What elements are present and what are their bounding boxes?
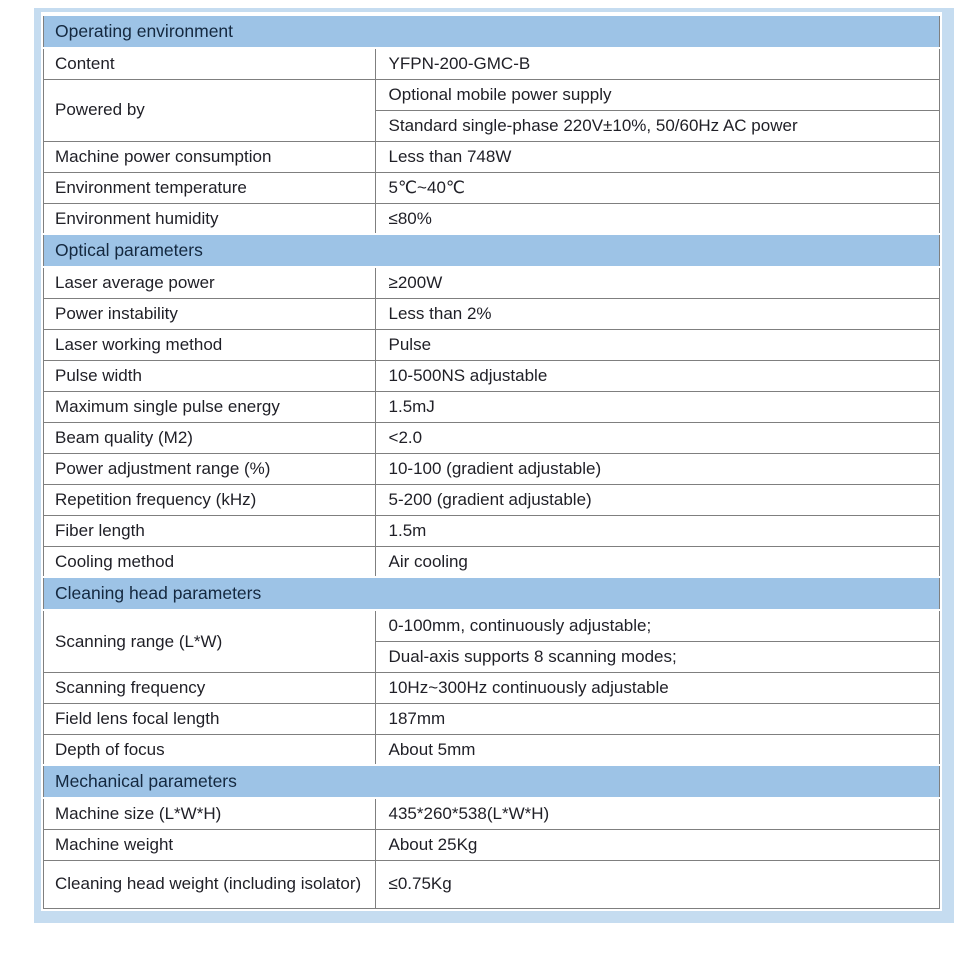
row-value-pulse-width: 10-500NS adjustable [375,360,939,391]
row-label-depth-of-focus: Depth of focus [44,734,376,765]
row-label-power-consumption: Machine power consumption [44,141,376,172]
row-label-laser-working-method: Laser working method [44,329,376,360]
row-value-scanning-range-1: 0-100mm, continuously adjustable; [375,610,939,641]
row-value-fiber-length: 1.5m [375,515,939,546]
table-row [44,329,940,360]
table-row [44,703,940,734]
spec-table-frame [34,8,954,923]
section-header-optical-parameters: Optical parameters [44,234,940,267]
table-row [44,546,940,577]
row-value-beam-quality: <2.0 [375,422,939,453]
row-value-machine-size: 435*260*538(L*W*H) [375,798,939,829]
row-label-max-single-pulse-energy: Maximum single pulse energy [44,391,376,422]
row-value-laser-average-power: ≥200W [375,267,939,298]
row-label-fiber-length: Fiber length [44,515,376,546]
section-row-cleaning-head-parameters [44,577,940,610]
row-value-cooling-method: Air cooling [375,546,939,577]
spec-table [43,14,940,909]
row-label-machine-weight: Machine weight [44,829,376,860]
table-row [44,860,940,908]
row-value-powered-by-2: Standard single-phase 220V±10%, 50/60Hz AC power [375,110,939,141]
section-row-operating-environment [44,15,940,48]
row-value-powered-by-1: Optional mobile power supply [375,79,939,110]
table-row [44,267,940,298]
row-label-content: Content [44,48,376,79]
row-value-max-single-pulse-energy: 1.5mJ [375,391,939,422]
table-row [44,360,940,391]
table-row [44,798,940,829]
row-label-powered-by: Powered by [44,79,376,141]
row-value-depth-of-focus: About 5mm [375,734,939,765]
table-row [44,141,940,172]
row-value-environment-temperature: 5℃~40℃ [375,172,939,203]
row-value-field-lens-focal-length: 187mm [375,703,939,734]
table-row [44,391,940,422]
row-value-cleaning-head-weight: ≤0.75Kg [375,860,939,908]
table-row [44,298,940,329]
table-row [44,829,940,860]
row-label-field-lens-focal-length: Field lens focal length [44,703,376,734]
row-label-scanning-range: Scanning range (L*W) [44,610,376,672]
section-row-mechanical-parameters [44,765,940,798]
row-label-pulse-width: Pulse width [44,360,376,391]
row-value-power-consumption: Less than 748W [375,141,939,172]
table-row [44,203,940,234]
row-label-beam-quality: Beam quality (M2) [44,422,376,453]
row-value-power-instability: Less than 2% [375,298,939,329]
row-value-power-adjustment-range: 10-100 (gradient adjustable) [375,453,939,484]
section-row-optical-parameters [44,234,940,267]
section-header-mechanical-parameters: Mechanical parameters [44,765,940,798]
row-value-content: YFPN-200-GMC-B [375,48,939,79]
row-label-environment-temperature: Environment temperature [44,172,376,203]
table-row [44,453,940,484]
row-label-power-adjustment-range: Power adjustment range (%) [44,453,376,484]
row-value-machine-weight: About 25Kg [375,829,939,860]
section-header-operating-environment: Operating environment [44,15,940,48]
table-row [44,79,940,110]
row-value-scanning-frequency: 10Hz~300Hz continuously adjustable [375,672,939,703]
row-label-environment-humidity: Environment humidity [44,203,376,234]
table-row [44,672,940,703]
row-label-power-instability: Power instability [44,298,376,329]
row-value-laser-working-method: Pulse [375,329,939,360]
table-row [44,484,940,515]
table-row [44,515,940,546]
row-label-repetition-frequency: Repetition frequency (kHz) [44,484,376,515]
table-row [44,610,940,641]
row-label-machine-size: Machine size (L*W*H) [44,798,376,829]
section-header-cleaning-head-parameters: Cleaning head parameters [44,577,940,610]
row-value-repetition-frequency: 5-200 (gradient adjustable) [375,484,939,515]
row-label-cooling-method: Cooling method [44,546,376,577]
table-row [44,422,940,453]
table-row [44,48,940,79]
table-row [44,734,940,765]
row-value-scanning-range-2: Dual-axis supports 8 scanning modes; [375,641,939,672]
row-label-scanning-frequency: Scanning frequency [44,672,376,703]
row-label-cleaning-head-weight: Cleaning head weight (including isolator) [44,860,376,908]
row-value-environment-humidity: ≤80% [375,203,939,234]
table-row [44,172,940,203]
row-label-laser-average-power: Laser average power [44,267,376,298]
